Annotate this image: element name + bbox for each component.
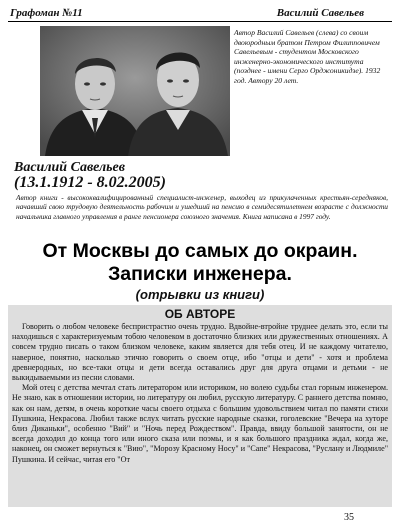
- article-title: [0, 240, 400, 286]
- page-number: 35: [344, 512, 354, 523]
- about-author-section: [8, 305, 392, 507]
- article-title-line-2: Записки инженера.: [108, 263, 292, 285]
- journal-title: Графоман №11: [10, 7, 83, 19]
- running-header: [8, 6, 392, 22]
- about-body: [12, 322, 388, 465]
- about-paragraph-2: Мой отец с детства мечтал стать литератором или историком, но волею судьбы стал горным инженером. Не знаю, как в отношении истории, но литературу он любил, русскую литературу. С раннего детства помню, как он нам, детям, в очень короткие часы своего отдыха с большим удовольствием читал по памяти стихи Пушкина, Некрасова. Любил также вслух читать русские народные сказки, гоголевские "Вечера на хуторе близ Диканьки", особенно "Вий" и "Ночь перед Рождеством". Правда, ввиду большой занятости, он не всегда доходил до конца того или иного сказа или поэмы, и я как большого праздника ждал, когда же, наконец, он сможет вернуться к "Вию", "Морозу Красному Носу" и "Сапе" Некрасова, "Руслану и Людмиле" Пушкина. И сейчас, читая его "От: [12, 383, 388, 464]
- author-dates: (13.1.1912 - 8.02.2005): [14, 174, 166, 191]
- author-bio: Автор книги - высококвалифицированный специалист-инженер, выходец из прикулаченных крестьян-середняков, начавший свою трудовую деятельность рабочим и ушедший на пенсию в семидесятилетнем возрасте с должности начальника главного управления в ранге пенсионера союзного значения. Книга написана в 1997 году.: [16, 193, 388, 221]
- about-heading: ОБ АВТОРЕ: [164, 307, 236, 321]
- author-name: Василий Савельев: [14, 160, 126, 175]
- author-photo: [40, 26, 230, 156]
- header-author: Василий Савельев: [276, 7, 364, 19]
- photo-caption: Автор Василий Савельев (слева) со своим двоюродным братом Петром Филипповичем Савельевым - студентом Московского инженерно-экономического института (позднее - имени Серго Орджоникидзе). 1932 год. Автору 20 лет.: [234, 28, 381, 85]
- photo-illustration: [40, 26, 230, 156]
- article-title-line-1: От Москвы до самых до окраин.: [42, 240, 358, 262]
- about-paragraph-1: Говорить о любом человеке беспристрастно очень трудно. Вдвойне-втройне труднее делать это, если ты находишься с характеризуемым тобою человеком в достаточно близких или дружественных отношениях. А совсем трудно писать о таком близком человеке, каким является для тебя отец. И не каждому читателю, наверное, понятно, насколько этично говорить о своем отце, ибо "отцы и дети" - хотя и проблема древнеродных, но все-таки отцы и дети всегда оставались друг для друга отцами и детьми - не выкидываемыми из песни словами.: [12, 322, 388, 383]
- article-subtitle: (отрывки из книги): [135, 287, 265, 302]
